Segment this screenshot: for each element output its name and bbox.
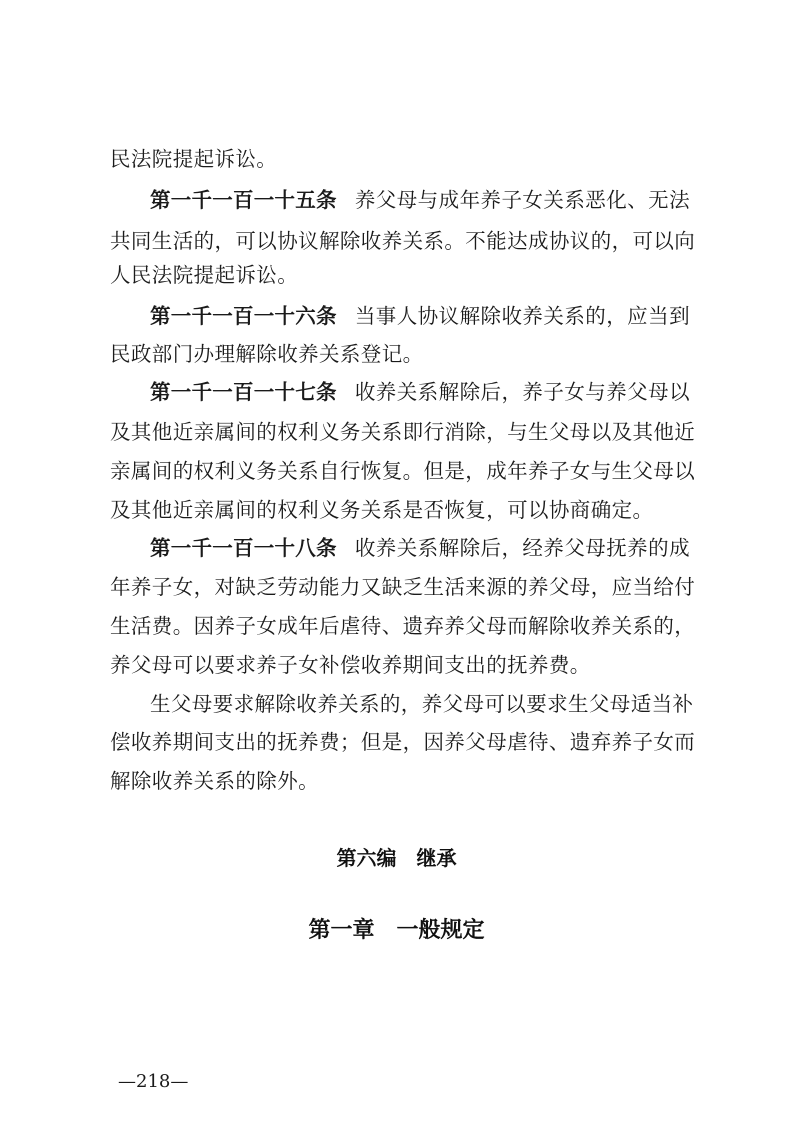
part-heading: 第六编 继承: [336, 846, 457, 870]
article-1117-first-line: [150, 372, 690, 412]
line-text: 收养关系解除后，经养父母抚养的成: [354, 536, 690, 560]
article-1115-first-line: [150, 180, 690, 220]
article-number-1117: 第一千一百一十七条: [150, 380, 337, 404]
page-number: —218—: [118, 1071, 189, 1092]
text-line: [110, 645, 700, 685]
text-line: [110, 490, 700, 530]
line-text: 生父母要求解除收养关系的，养父母可以要求生父母适当补: [150, 692, 694, 716]
line-text: 共同生活的，可以协议解除收养关系。不能达成协议的，可以向: [110, 229, 696, 253]
line-text: 亲属间的权利义务关系自行恢复。但是，成年养子女与生父母以: [110, 459, 696, 483]
text-line: [110, 761, 700, 801]
line-text: 养父母与成年养子女关系恶化、无法: [354, 188, 690, 212]
line-text: 解除收养关系的除外。: [110, 769, 319, 793]
article-number-1115: 第一千一百一十五条: [150, 188, 337, 212]
line-text: 偿收养期间支出的抚养费；但是，因养父母虐待、遗弃养子女而: [110, 730, 696, 754]
article-number-1116: 第一千一百一十六条: [150, 304, 337, 328]
text-line: [110, 451, 696, 491]
line-text: 民法院提起诉讼。: [110, 147, 278, 171]
line-text: 及其他近亲属间的权利义务关系是否恢复，可以协商确定。: [110, 498, 654, 522]
article-number-1118: 第一千一百一十八条: [150, 536, 337, 560]
text-line: [110, 567, 696, 607]
line-text: 及其他近亲属间的权利义务关系即行消除，与生父母以及其他近: [110, 420, 696, 444]
text-line: [110, 334, 700, 374]
paragraph-first-line: [150, 684, 694, 724]
article-1118-first-line: [150, 528, 690, 568]
text-line: [110, 139, 700, 179]
line-text: 民政部门办理解除收养关系登记。: [110, 342, 424, 366]
chapter-heading: 第一章 一般规定: [308, 918, 485, 943]
line-text: 人民法院提起诉讼。: [110, 263, 299, 287]
line-text: 收养关系解除后，养子女与养父母以: [354, 380, 690, 404]
article-1116-first-line: [150, 296, 690, 336]
line-text: 当事人协议解除收养关系的，应当到: [354, 304, 690, 328]
line-text: 养父母可以要求养子女补偿收养期间支出的抚养费。: [110, 653, 591, 677]
text-line: [110, 606, 696, 646]
line-text: 年养子女，对缺乏劳动能力又缺乏生活来源的养父母，应当给付: [110, 575, 696, 599]
text-line: [110, 255, 700, 295]
text-line: [110, 722, 696, 762]
line-text: 生活费。因养子女成年后虐待、遗弃养父母而解除收养关系的，: [110, 614, 696, 638]
text-line: [110, 412, 696, 452]
